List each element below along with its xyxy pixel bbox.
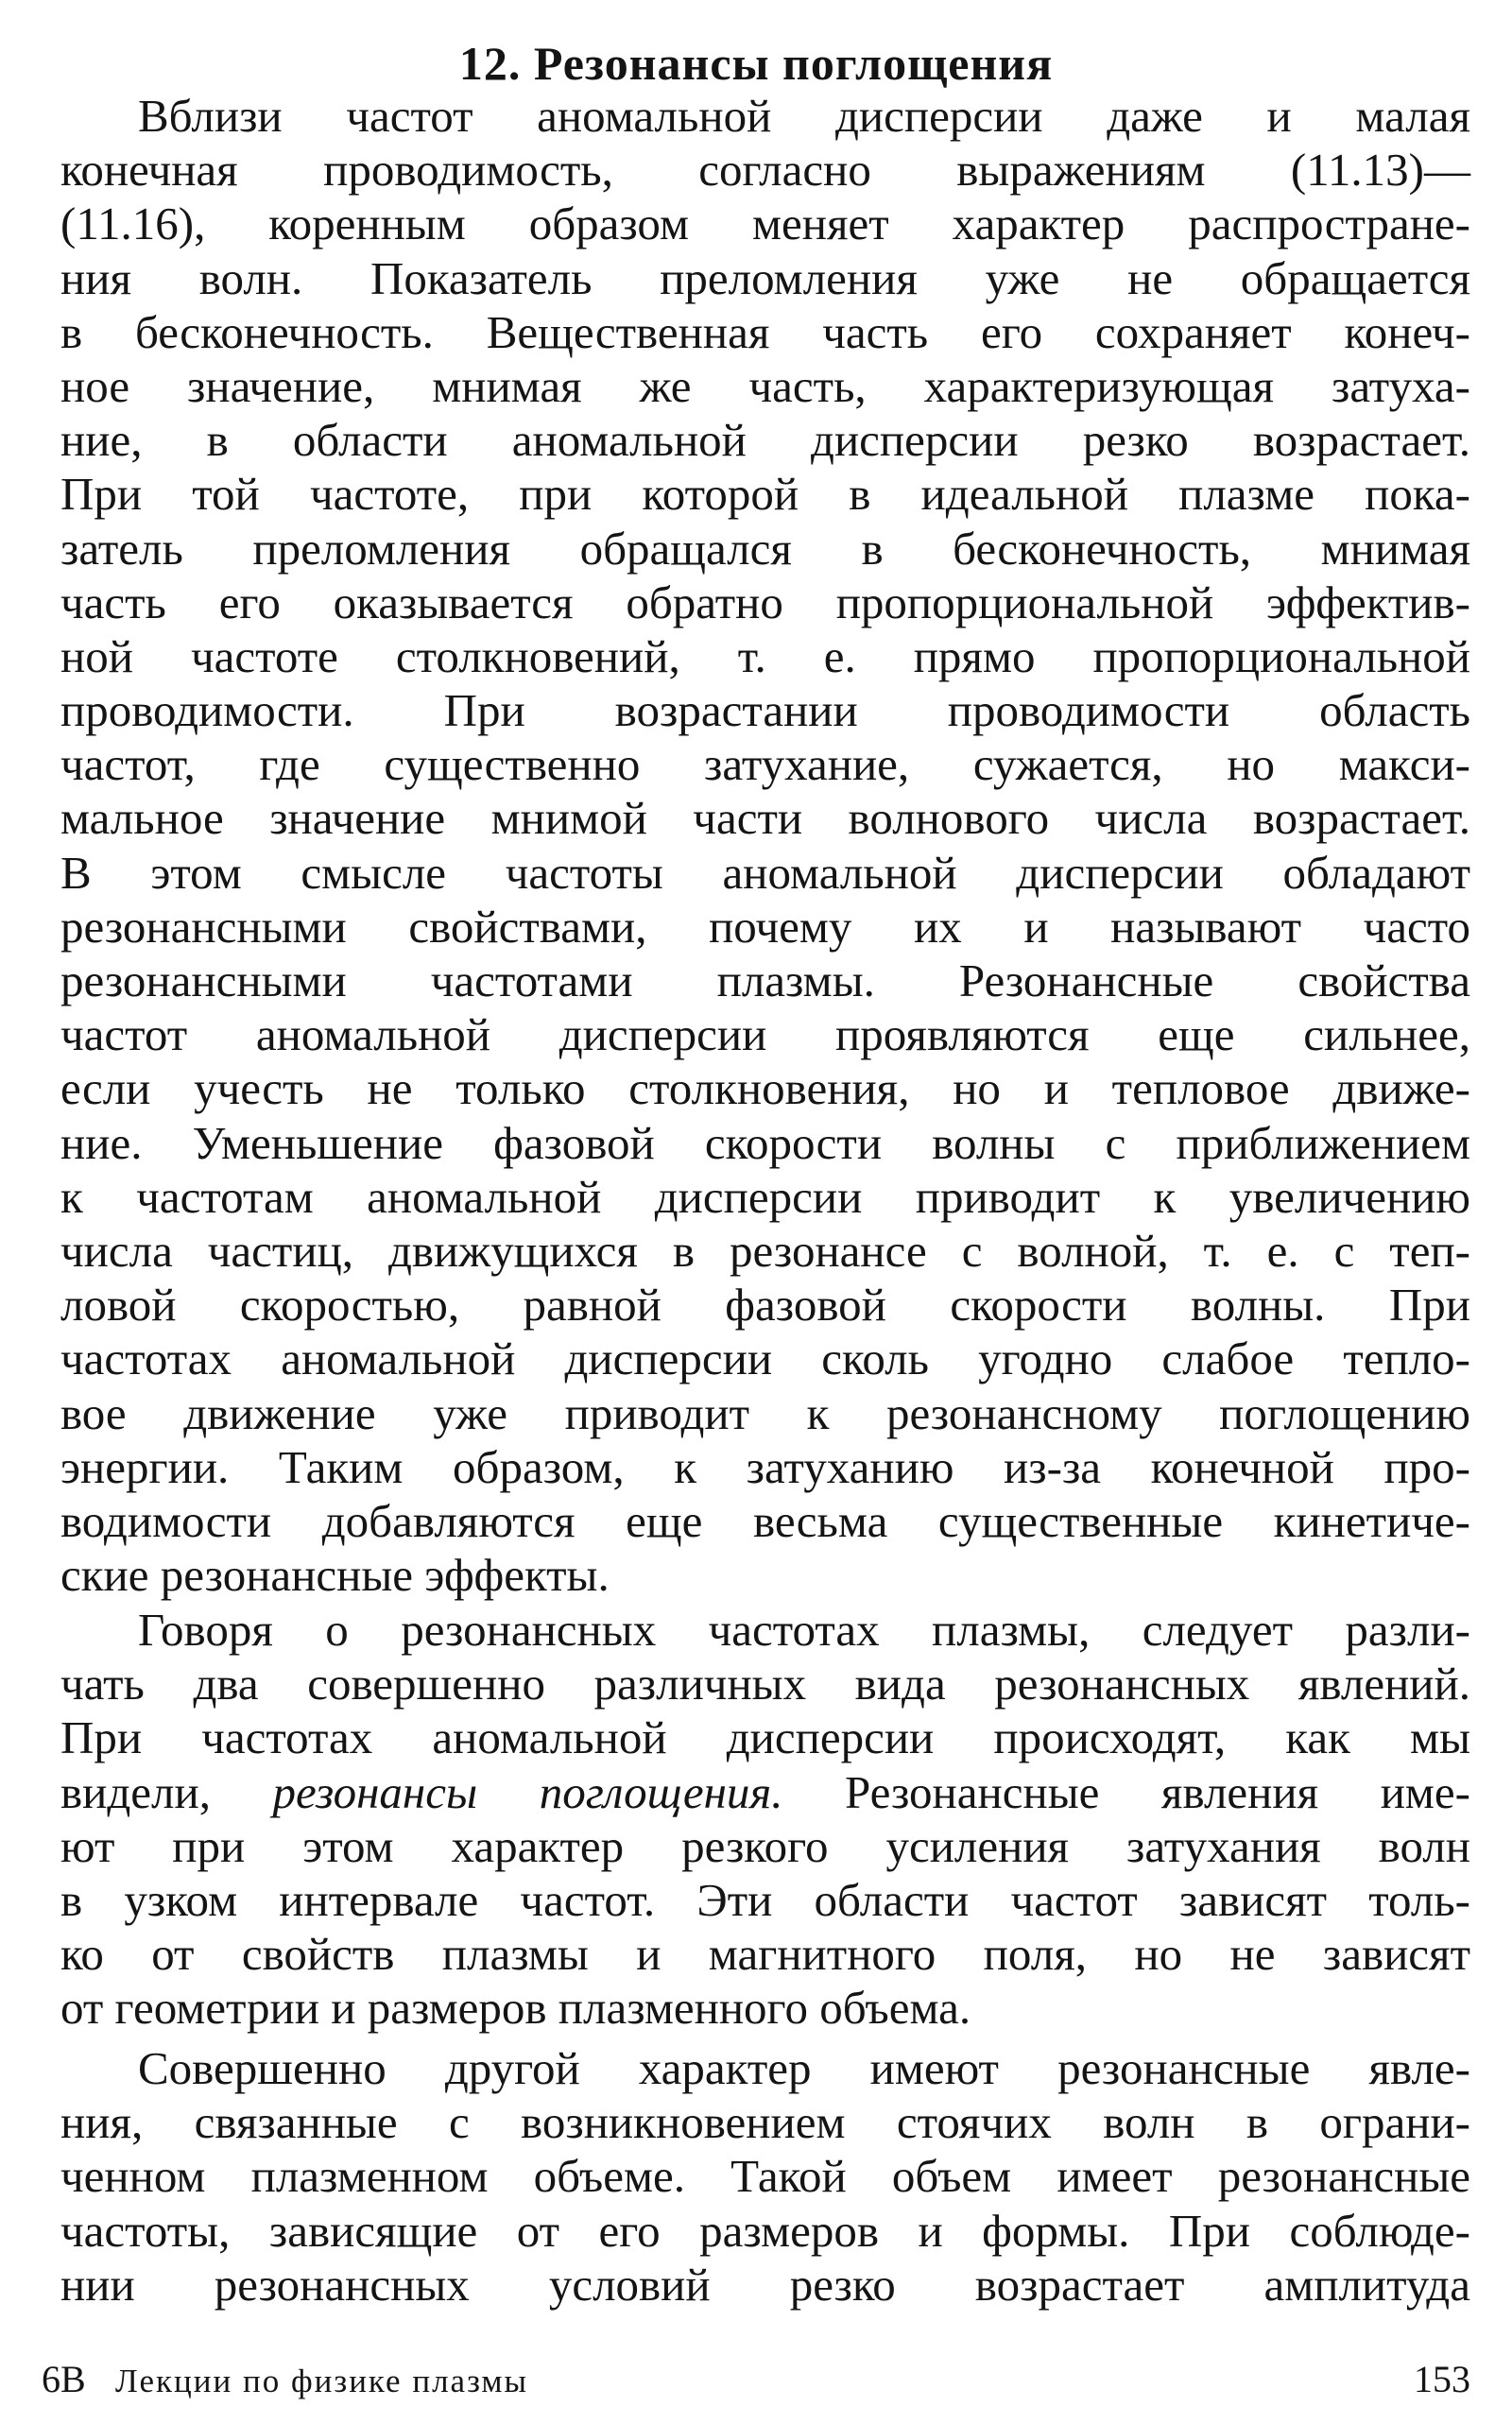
text-line: ловой скоростью, равной фазовой скорости волны. При (60, 1279, 1470, 1332)
text-line: частоты, зависящие от его размеров и формы. При соблюде- (60, 2204, 1470, 2257)
text-line: резонансными свойствами, почему их и называют часто (60, 900, 1470, 953)
text-fragment: Резонансные явления име- (845, 1765, 1470, 1818)
text-line: частот, где существенно затухание, сужается, но макси- (60, 738, 1470, 791)
text-line: мальное значение мнимой части волнового числа возрастает. (60, 792, 1470, 845)
text-line: нии резонансных условий резко возрастает амплитуда (60, 2258, 1470, 2311)
text-line: частотах аномальной дисперсии сколь угодно слабое тепло- (60, 1332, 1470, 1385)
text-line: (11.16), коренным образом меняет характер распростране- (60, 198, 1470, 250)
text-line: Говоря о резонансных частотах плазмы, следует разли- (138, 1604, 1470, 1656)
text-line: Вблизи частот аномальной дисперсии даже и малая (138, 90, 1470, 142)
text-line: энергии. Таким образом, к затуханию из-за конечной про- (60, 1440, 1470, 1493)
text-line: В этом смысле частоты аномальной дисперсии обладают (60, 846, 1470, 899)
text-line: в узком интервале частот. Эти области частот зависят толь- (60, 1873, 1470, 1926)
text-line: если учесть не только столкновения, но и тепловое движе- (60, 1062, 1470, 1115)
text-line: затель преломления обращался в бесконечность, мнимая (60, 522, 1470, 575)
text-line: вое движение уже приводит к резонансному поглощению (60, 1386, 1470, 1439)
text-line: водимости добавляются еще весьма существенные кинетиче- (60, 1494, 1470, 1547)
text-line: резонансными частотами плазмы. Резонансные свойства (60, 954, 1470, 1006)
paragraph-3 (60, 2041, 1470, 2312)
text-line: ские резонансные эффекты. (60, 1549, 610, 1602)
text-line: от геометрии и размеров плазменного объема. (60, 1982, 971, 2035)
text-line: числа частиц, движущихся в резонансе с волной, т. е. с теп- (60, 1224, 1470, 1277)
text-line-with-emphasis (60, 1765, 1470, 1819)
text-line: конечная проводимость, согласно выражениям (11.13)— (60, 144, 1470, 197)
text-line: в бесконечность. Вещественная часть его сохраняет конеч- (60, 305, 1470, 358)
text-line: ной частоте столкновений, т. е. прямо пропорциональной (60, 629, 1470, 682)
section-heading: 12. Резонансы поглощения (458, 37, 1054, 90)
text-fragment: видели, (60, 1765, 211, 1818)
paragraph-2 (60, 1603, 1470, 2036)
text-line: ют при этом характер резкого усиления затухания волн (60, 1819, 1470, 1872)
page-footer (42, 2353, 1470, 2406)
text-line: к частотам аномальной дисперсии приводит к увеличению (60, 1170, 1470, 1223)
text-line: ное значение, мнимая же часть, характеризующая затуха- (60, 359, 1470, 412)
text-line: При частотах аномальной дисперсии происходят, как мы (60, 1711, 1470, 1764)
paragraph-1 (60, 89, 1470, 1602)
text-line: чать два совершенно различных вида резонансных явлений. (60, 1658, 1470, 1711)
signature-mark: 6В (42, 2358, 86, 2400)
text-line: При той частоте, при которой в идеальной плазме пока- (60, 468, 1470, 521)
page-number: 153 (1414, 2358, 1470, 2400)
text-line: ние. Уменьшение фазовой скорости волны с приближением (60, 1116, 1470, 1169)
text-line: Совершенно другой характер имеют резонансные явле- (138, 2042, 1470, 2094)
running-title: Лекции по физике плазмы (115, 2363, 529, 2399)
text-line: ния, связанные с возникновением стоячих волн в ограни- (60, 2096, 1470, 2149)
text-line: частот аномальной дисперсии проявляются еще сильнее, (60, 1008, 1470, 1061)
text-line: проводимости. При возрастании проводимости область (60, 684, 1470, 737)
text-line: ченном плазменном объеме. Такой объем имеет резонансные (60, 2150, 1470, 2203)
text-line: ния волн. Показатель преломления уже не обращается (60, 251, 1470, 304)
text-line: ко от свойств плазмы и магнитного поля, но не зависят (60, 1928, 1470, 1981)
emphasized-term: резонансы поглощения. (272, 1765, 783, 1818)
text-line: ние, в области аномальной дисперсии резко возрастает. (60, 414, 1470, 467)
text-line: часть его оказывается обратно пропорциональной эффектив- (60, 576, 1470, 628)
